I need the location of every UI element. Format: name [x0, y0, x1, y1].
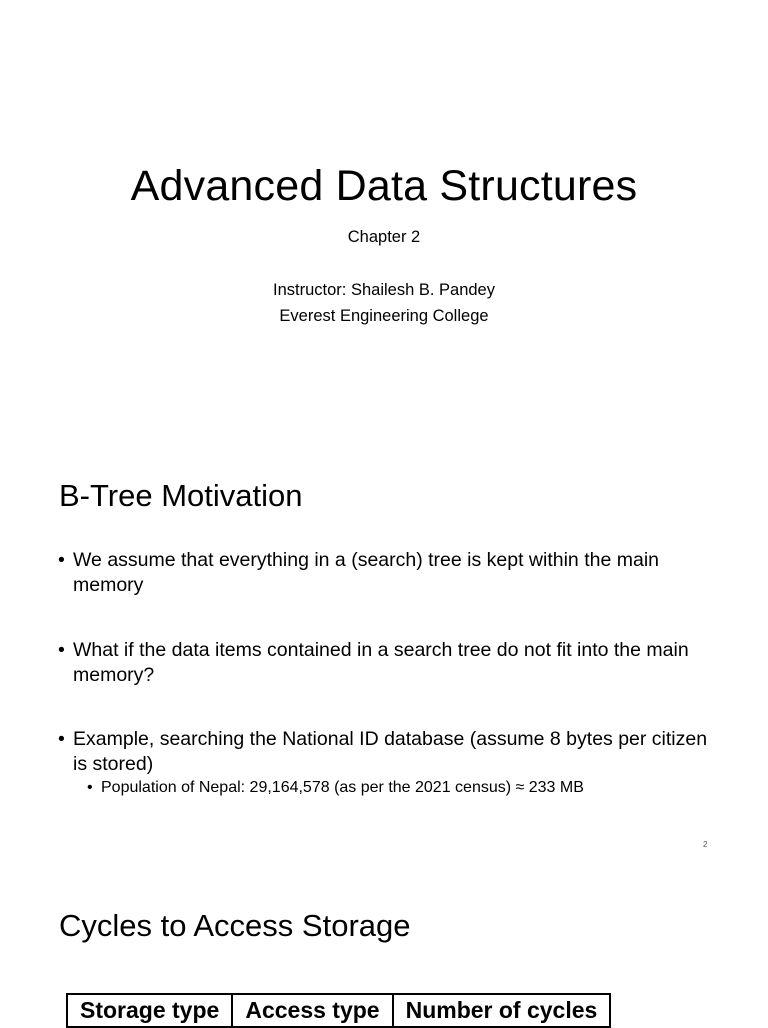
chapter-label: Chapter 2 — [347, 228, 421, 246]
bullet-item — [58, 727, 718, 777]
slide-cycles-to-access-storage — [0, 864, 768, 1024]
table-header-row — [67, 994, 610, 1027]
bullet-item — [58, 548, 718, 598]
bullet-icon: • — [58, 728, 65, 750]
column-header-number-of-cycles: Number of cycles — [393, 994, 611, 1027]
column-header-access-type: Access type — [232, 994, 392, 1027]
slide-heading: B-Tree Motivation — [59, 478, 303, 513]
bullet-icon: • — [58, 639, 65, 661]
bullet-icon: • — [58, 549, 65, 571]
sub-bullet-text: Population of Nepal: 29,164,578 (as per the 2021 census) ≈ 233 MB — [101, 779, 584, 796]
presentation-title: Advanced Data Structures — [130, 162, 638, 210]
bullet-item — [58, 638, 718, 688]
title-slide — [0, 0, 768, 432]
page-number: 2 — [703, 840, 708, 849]
sub-bullet-item — [87, 778, 707, 798]
storage-table — [66, 993, 611, 1028]
column-header-storage-type: Storage type — [67, 994, 232, 1027]
slide-heading: Cycles to Access Storage — [59, 908, 411, 943]
bullet-text: What if the data items contained in a search tree do not fit into the main memory? — [73, 639, 689, 686]
instructor-name: Instructor: Shailesh B. Pandey — [273, 281, 495, 299]
slide-btree-motivation — [0, 432, 768, 864]
bullet-icon: • — [87, 779, 93, 796]
bullet-text: Example, searching the National ID database (assume 8 bytes per citizen is stored) — [73, 728, 708, 775]
college-name: Everest Engineering College — [279, 307, 489, 325]
bullet-text: We assume that everything in a (search) tree is kept within the main memory — [73, 549, 659, 596]
